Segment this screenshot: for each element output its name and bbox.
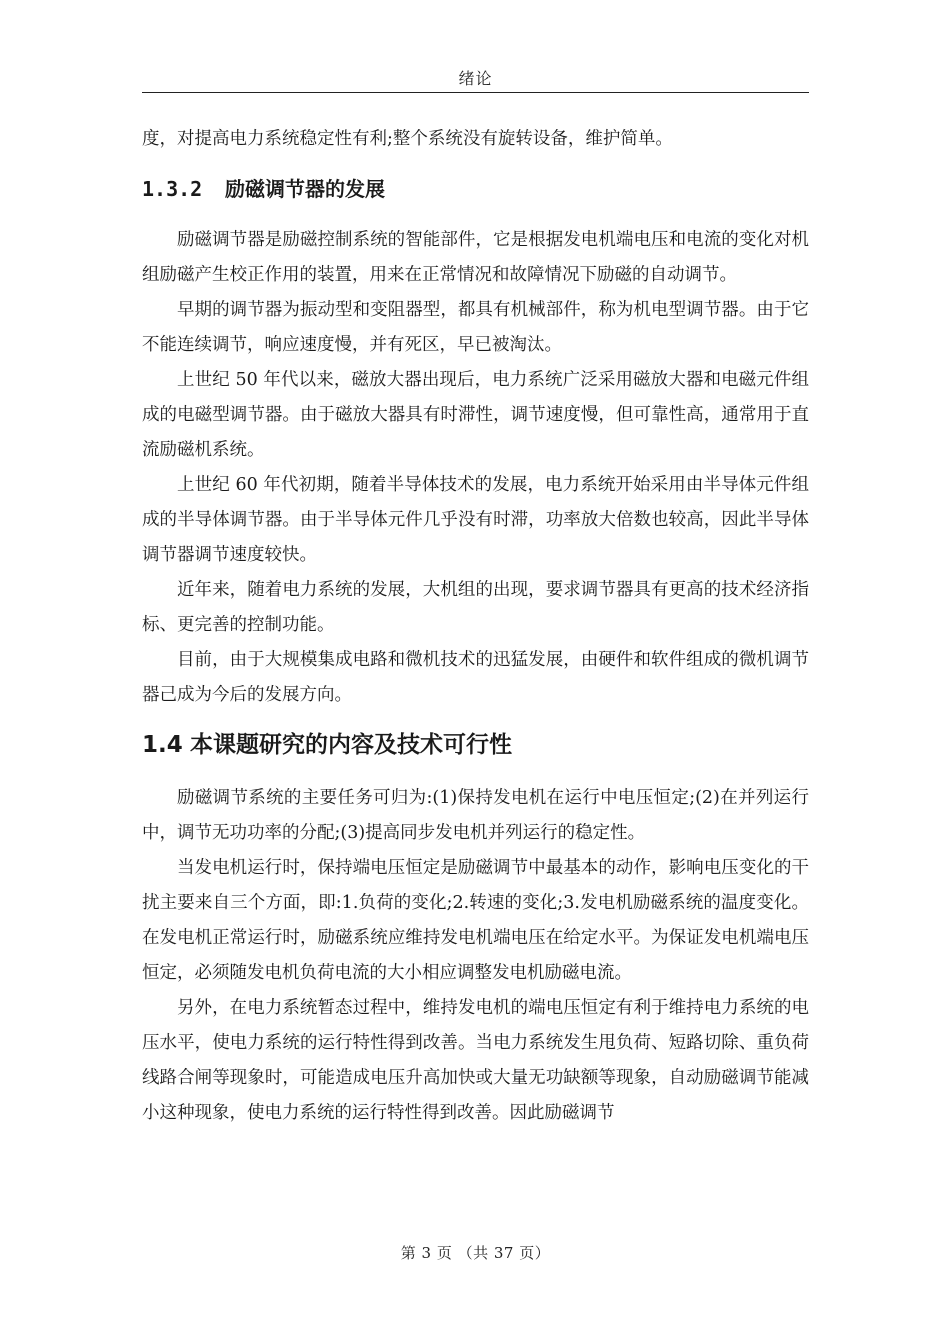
paragraph: 目前，由于大规模集成电路和微机技术的迅猛发展，由硬件和软件组成的微机调节器己成为今后的发展方向。 (142, 650, 809, 705)
paragraph: 励磁调节器是励磁控制系统的智能部件，它是根据发电机端电压和电流的变化对机组励磁产生校正作用的装置，用来在正常情况和故障情况下励磁的自动调节。 (142, 230, 809, 285)
section-number: 1.3.2 (142, 177, 203, 201)
section-heading-1-4 (142, 717, 809, 773)
section-title: 本课题研究的内容及技术可行性 (190, 732, 512, 758)
paragraph: 近年来，随着电力系统的发展，大机组的出现，要求调节器具有更高的技术经济指标、更完善的控制功能。 (142, 580, 809, 635)
paragraph: 度，对提高电力系统稳定性有利;整个系统没有旋转设备，维护简单。 (142, 129, 673, 149)
section-number: 1.4 (142, 732, 183, 758)
paragraph: 上世纪 60 年代初期，随着半导体技术的发展，电力系统开始采用由半导体元件组成的半导体调节器。由于半导体元件几乎没有时滞，功率放大倍数也较高，因此半导体调节器调节速度较快。 (142, 475, 809, 565)
body-text (142, 122, 809, 1131)
page-footer: 第 3 页 （共 37 页） (400, 1244, 551, 1262)
paragraph: 当发电机运行时，保持端电压恒定是励磁调节中最基本的动作，影响电压变化的干扰主要来自三个方面，即:1.负荷的变化;2.转速的变化;3.发电机励磁系统的温度变化。在发电机正常运行时，励磁系统应维持发电机端电压在给定水平。为保证发电机端电压恒定，必须随发电机负荷电流的大小相应调整发电机励磁电流。 (142, 858, 809, 983)
section-title: 励磁调节器的发展 (225, 177, 385, 201)
paragraph: 励磁调节系统的主要任务可归为:(1)保持发电机在运行中电压恒定;(2)在并列运行中，调节无功功率的分配;(3)提高同步发电机并列运行的稳定性。 (142, 788, 809, 843)
paragraph: 早期的调节器为振动型和变阻器型，都具有机械部件，称为机电型调节器。由于它不能连续调节，响应速度慢，并有死区，早已被淘汰。 (142, 300, 809, 355)
header-rule (142, 92, 809, 93)
paragraph: 上世纪 50 年代以来，磁放大器出现后，电力系统广泛采用磁放大器和电磁元件组成的电磁型调节器。由于磁放大器具有时滞性，调节速度慢，但可靠性高，通常用于直流励磁机系统。 (142, 370, 809, 460)
paragraph: 另外，在电力系统暂态过程中，维持发电机的端电压恒定有利于维持电力系统的电压水平，使电力系统的运行特性得到改善。当电力系统发生甩负荷、短路切除、重负荷线路合闸等现象时，可能造成电压升高加快或大量无功缺额等现象，自动励磁调节能减小这种现象，使电力系统的运行特性得到改善。因此励磁调节 (142, 998, 809, 1123)
section-heading-1-3-2 (142, 165, 809, 213)
running-header: 绪论 (458, 69, 493, 88)
